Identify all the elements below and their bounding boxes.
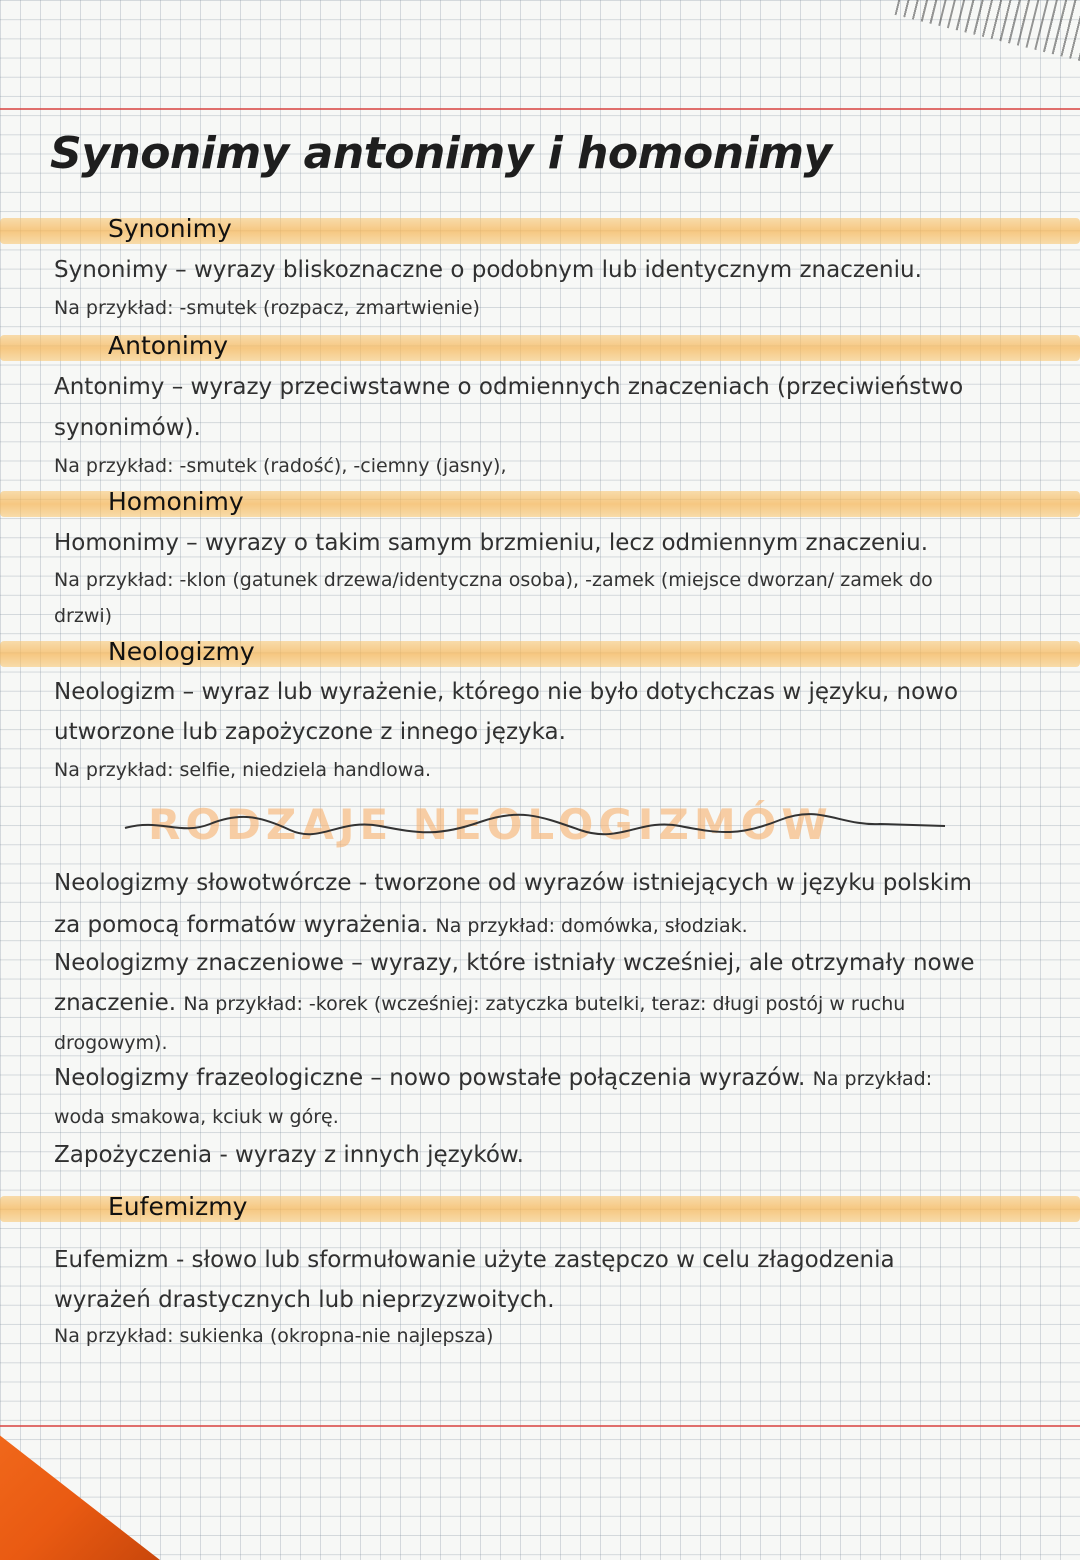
znaczeniowe-example-line2: drogowym). (54, 1032, 168, 1054)
slowotworcze-line1: Neologizmy słowotwórcze - tworzone od wyrazów istniejących w języku polskim (54, 870, 972, 896)
slowotworcze-example: Na przykład: domówka, słodziak. (435, 915, 748, 937)
heading-homonimy: Homonimy (108, 487, 244, 516)
eufemizmy-definition-line1: Eufemizm - słowo lub sformułowanie użyte zastępczo w celu złagodzenia (54, 1247, 895, 1273)
znaczeniowe-line1: Neologizmy znaczeniowe – wyrazy, które istniały wcześniej, ale otrzymały nowe (54, 950, 975, 976)
antonimy-example: Na przykład: -smutek (radość), -ciemny (jasny), (54, 455, 507, 477)
pen-decoration (0, 1420, 160, 1560)
homonimy-definition: Homonimy – wyrazy o takim samym brzmieniu, lecz odmiennym znaczeniu. (54, 530, 929, 556)
homonimy-example-line1: Na przykład: -klon (gatunek drzewa/identyczna osoba), -zamek (miejsce dworzan/ zamek do (54, 569, 933, 591)
neologizmy-definition-line1: Neologizm – wyraz lub wyrażenie, którego nie było dotychczas w języku, nowo (54, 679, 959, 705)
frazeologiczne-text: Neologizmy frazeologiczne – nowo powstałe połączenia wyrazów. (54, 1065, 806, 1091)
heading-synonimy: Synonimy (108, 214, 232, 243)
frazeologiczne-example-line2: woda smakowa, kciuk w górę. (54, 1106, 339, 1128)
synonimy-example: Na przykład: -smutek (rozpacz, zmartwienie) (54, 297, 480, 319)
antonimy-definition-line2: synonimów). (54, 415, 201, 441)
znaczeniowe-line2-text: znaczenie. (54, 990, 177, 1016)
ruler-decoration (895, 0, 1080, 63)
margin-line-bottom (0, 1425, 1080, 1427)
neologizmy-definition-line2: utworzone lub zapożyczone z innego języka. (54, 719, 566, 745)
eufemizmy-example: Na przykład: sukienka (okropna-nie najlepsza) (54, 1325, 494, 1347)
znaczeniowe-example: Na przykład: -korek (wcześniej: zatyczka butelki, teraz: długi postój w ruchu (183, 993, 906, 1015)
zapozyczenia: Zapożyczenia - wyrazy z innych języków. (54, 1142, 524, 1168)
znaczeniowe-line2 (54, 983, 905, 1024)
neologizmy-example: Na przykład: selfie, niedziela handlowa. (54, 759, 432, 781)
slowotworcze-line2-text: za pomocą formatów wyrażenia. (54, 912, 429, 938)
homonimy-example-line2: drzwi) (54, 605, 113, 627)
antonimy-definition-line1: Antonimy – wyrazy przeciwstawne o odmiennych znaczeniach (przeciwieństwo (54, 374, 964, 400)
heading-rodzaje-neologizmow: RODZAJE NEOLOGIZMÓW (148, 800, 833, 849)
frazeologiczne-line1 (54, 1058, 932, 1099)
margin-line-top (0, 108, 1080, 110)
heading-antonimy: Antonimy (108, 331, 228, 360)
synonimy-definition: Synonimy – wyrazy bliskoznaczne o podobnym lub identycznym znaczeniu. (54, 257, 922, 283)
heading-eufemizmy: Eufemizmy (108, 1192, 248, 1221)
frazeologiczne-example: Na przykład: (812, 1068, 933, 1090)
eufemizmy-definition-line2: wyrażeń drastycznych lub nieprzyzwoitych. (54, 1287, 555, 1313)
handwritten-scribble (120, 796, 950, 856)
page-title: Synonimy antonimy i homonimy (50, 128, 832, 179)
heading-neologizmy: Neologizmy (108, 637, 255, 666)
slowotworcze-line2 (54, 905, 748, 946)
